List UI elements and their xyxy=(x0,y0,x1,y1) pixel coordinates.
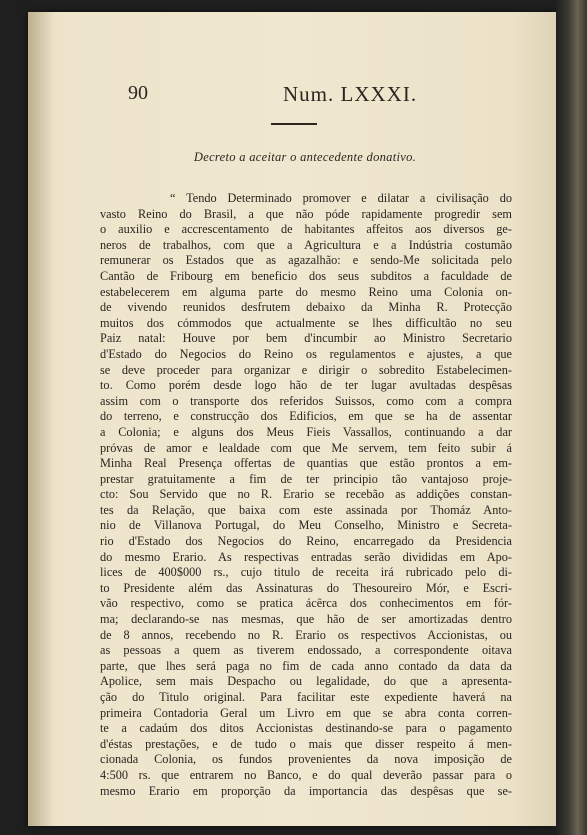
text-line: primeira Contadoria Geral um Livro em que se abra conta corren- xyxy=(100,705,512,720)
text-line: ção do Titulo original. Para facilitar este expediente haverá na xyxy=(100,690,512,704)
text-line: tes da Relação, que baixa com este assinada por Thomáz Anto- xyxy=(100,502,512,517)
text-line: próvas de amor e lealdade com que Me servem, tem feito subir á xyxy=(100,440,512,455)
text-line: neros de trabalhos, com que a Agricultura e a Indústria costumão xyxy=(100,237,512,252)
text-line: as pessoas a quem as tiverem endossado, a correspondente oitava xyxy=(100,643,512,658)
text-line: cto: Sou Servido que no R. Erario se recebão as addições constan- xyxy=(100,487,512,502)
text-line: prestar gratuitamente a fim de ter principio tão vantajoso proje- xyxy=(100,471,512,486)
text-line: rio d'Estado dos Negocios do Reino, encarregado da Presidencia xyxy=(100,534,512,549)
text-line: do mesmo Erario. As respectivas entradas serão divididas em Apo- xyxy=(100,549,512,564)
text-line: a Colonia; e alguns dos Meus Fieis Vassallos, continuando a dar xyxy=(100,424,512,439)
text-line: vasto Reino do Brasil, a que não póde rapidamente progredir sem xyxy=(100,206,512,221)
text-line: to Presidente além das Assinaturas do Thesoureiro Mór, e Escri- xyxy=(100,580,512,595)
text-line: do terreno, e construcção dos Edificios, em que se ha de assentar xyxy=(100,409,512,424)
text-line: cionada Colonia, os fundos provenientes da nova imposição de xyxy=(100,752,512,767)
text-line: nio de Villanova Portugal, do Meu Conselho, Ministro e Secreta- xyxy=(100,518,512,533)
text-line: o auxilio e accrescentamento de habitantes affeitos aos diversos ge- xyxy=(100,222,512,237)
next-page-edge xyxy=(556,0,587,835)
text-line: d'éstas prestações, e de tudo o mais que disser respeito á men- xyxy=(100,736,512,751)
text-line: de 8 annos, recebendo no R. Erario os respectivos Accionistas, ou xyxy=(100,627,512,642)
text-line: se deve proceder para organizar e dirigir o sobredito Estabelecimen- xyxy=(100,362,512,377)
text-line: assim com o transporte dos referidos Suissos, como com a compra xyxy=(100,393,512,408)
text-line: d'Estado do Negocios do Reino os regulamentos e ajustes, a que xyxy=(100,346,512,361)
text-line: “ Tendo Determinado promover e dilatar a civilisação do xyxy=(170,191,512,205)
text-line: ma; declarando-se nas mesmas, que hão de ser amortizadas dentro xyxy=(100,612,512,627)
chapter-title: Num. LXXXI. xyxy=(283,82,418,106)
text-line: muitos dos cómmodos que actualmente se lhes difficultão no seu xyxy=(100,315,512,330)
text-line: de vivendo reunidos desfrutem debaixo da Minha R. Protecção xyxy=(100,300,512,315)
page-header xyxy=(128,82,538,112)
text-line: lices de 400$000 rs., cujo titulo de receita irá rubricado pelo di- xyxy=(100,565,512,580)
text-line: te a cadaúm dos ditos Accionistas destinando-se para o pagamento xyxy=(100,721,512,736)
page-number: 90 xyxy=(128,82,148,104)
text-line: estabelecerem em alguma parte do mesmo Reino uma Colonia on- xyxy=(100,284,512,299)
text-line: 4:500 rs. que entrarem no Banco, e do qual deverão passar para o xyxy=(100,767,512,782)
text-line: remunerar os Estados que as agazalhão: e sendo-Me solicitada pelo xyxy=(100,253,512,268)
title-rule xyxy=(271,123,317,125)
decree-subtitle: Decreto a aceitar o antecedente donativo. xyxy=(193,150,417,164)
text-line: mesmo Erario em proporção da importancia das despêsas que se- xyxy=(100,783,512,798)
text-line: Apolice, sem mais Despacho ou legalidade, do que a apresenta- xyxy=(100,674,512,689)
text-line: to. Como porém desde logo hão de ter lugar avultadas despêsas xyxy=(100,378,512,393)
text-line: Cantão de Fribourg em beneficio dos seus subditos a faculdade de xyxy=(100,268,512,283)
text-line: Minha Real Presença offertas de quantias que estão prontos a em- xyxy=(100,456,512,471)
text-line: vão respectivo, como se pratica ácêrca dos conhecimentos em fór- xyxy=(100,596,512,611)
text-line: Paiz natal: Houve por bem d'incumbir ao Ministro Secretario xyxy=(100,331,512,346)
text-line: parte, que lhes será paga no fim de cada anno contado da data da xyxy=(100,658,512,673)
body-text xyxy=(100,191,512,799)
